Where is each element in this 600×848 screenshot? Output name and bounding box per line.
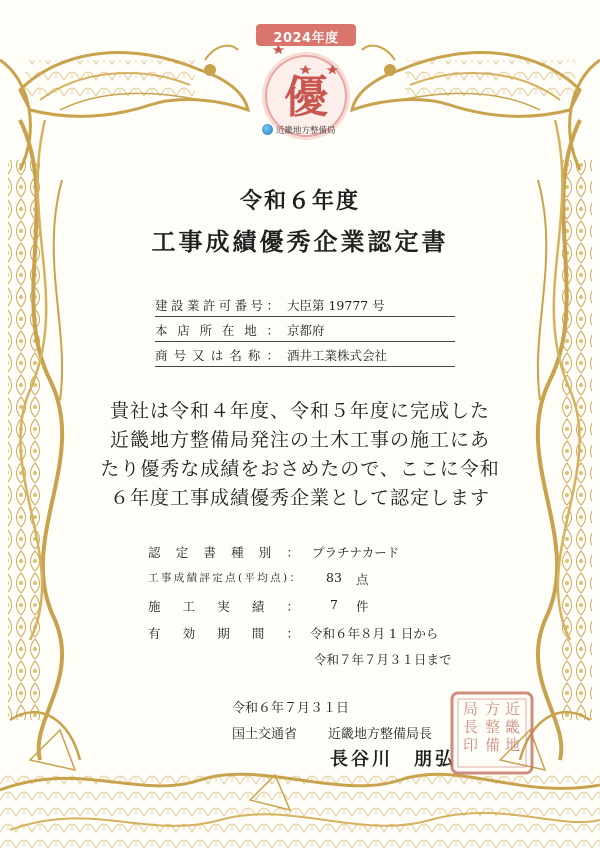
svg-text:印: 印 bbox=[463, 736, 479, 754]
certificate-type-label: 認定書種別： bbox=[148, 545, 300, 560]
svg-text:近: 近 bbox=[505, 700, 521, 718]
svg-text:畿: 畿 bbox=[505, 718, 521, 736]
head-office-label: 本店所在地： bbox=[155, 323, 280, 338]
head-office-value: 京都府 bbox=[287, 323, 325, 338]
certificate-title: 工事成績優秀企業認定書 bbox=[151, 227, 449, 256]
organization-name: 近畿地方整備局 bbox=[276, 126, 336, 136]
official-seal-icon bbox=[449, 690, 535, 776]
permit-number-value: 大臣第 19777 号 bbox=[287, 298, 385, 313]
certificate-year-title: 令和６年度 bbox=[239, 188, 360, 214]
permit-number-label: 建設業許可番号： bbox=[155, 298, 280, 313]
validity-from: 令和６年８月 1 日から bbox=[310, 626, 439, 641]
emblem-year: 2024年度 bbox=[273, 31, 339, 46]
head-office-row bbox=[155, 319, 455, 342]
kinki-bureau-logo-icon bbox=[262, 124, 273, 135]
svg-text:地: 地 bbox=[505, 736, 521, 754]
company-name-value: 酒井工業株式会社 bbox=[287, 348, 388, 363]
organization-mark bbox=[262, 124, 336, 136]
body-line-2: 近畿地方整備局発注の土木工事の施工にあ bbox=[109, 429, 490, 451]
certificate-type-value: プラチナカード bbox=[312, 545, 400, 560]
construction-record-value: 7 bbox=[330, 597, 338, 612]
emblem-character: 優 bbox=[284, 72, 328, 123]
body-line-1: 貴社は令和４年度、令和５年度に完成した bbox=[109, 400, 490, 422]
body-line-3: たり優秀な成績をおさめたので、ここに令和 bbox=[100, 458, 500, 480]
evaluation-score-label: 工事成績評定点(平均点)： bbox=[148, 572, 300, 584]
svg-text:長: 長 bbox=[463, 718, 479, 736]
svg-text:備: 備 bbox=[485, 736, 501, 754]
body-line-4: ６年度工事成績優秀企業として認定します bbox=[109, 487, 490, 509]
construction-record-unit: 件 bbox=[356, 599, 369, 614]
permit-number-row bbox=[155, 294, 455, 317]
company-name-label: 商号又は名称： bbox=[155, 348, 280, 363]
svg-text:局: 局 bbox=[463, 700, 479, 718]
evaluation-score-value: 83 bbox=[326, 570, 342, 585]
svg-text:方: 方 bbox=[485, 700, 501, 718]
validity-period-label: 有効期間： bbox=[148, 626, 300, 641]
construction-record-label: 施工実績： bbox=[148, 599, 300, 614]
signatory-name: 長谷川 朋弘 bbox=[330, 749, 456, 770]
svg-text:整: 整 bbox=[485, 718, 501, 736]
phoenix-right-icon bbox=[352, 46, 600, 170]
evaluation-score-unit: 点 bbox=[356, 572, 369, 587]
issue-date: 令和６年７月３１日 bbox=[232, 701, 350, 716]
validity-to: 令和７年７月３１日まで bbox=[314, 652, 452, 667]
issuing-ministry: 国土交通省 bbox=[232, 727, 298, 742]
bureau-title: 近畿地方整備局長 bbox=[328, 727, 433, 742]
phoenix-left-icon bbox=[0, 46, 248, 170]
company-name-row bbox=[155, 344, 455, 367]
